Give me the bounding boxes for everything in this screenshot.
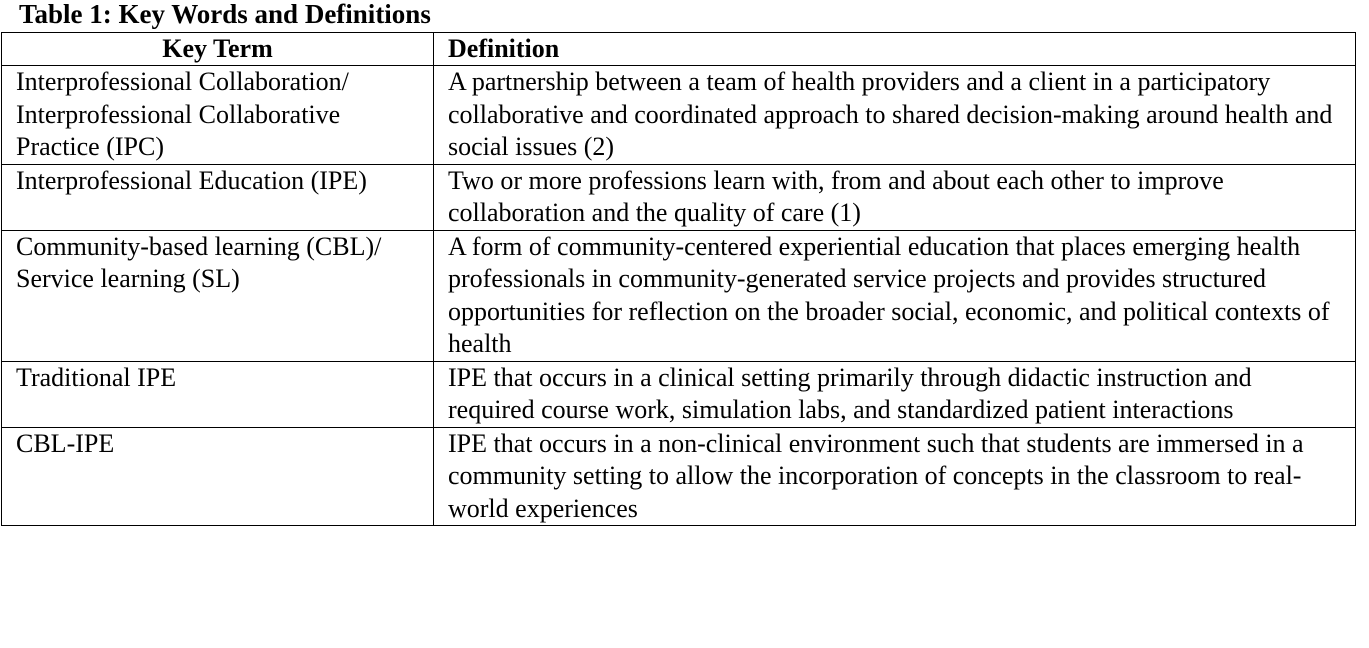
header-definition: Definition — [434, 33, 1356, 66]
term-cell: Interprofessional Collaboration/ Interprofessional Collaborative Practice (IPC) — [2, 66, 434, 165]
table-row — [2, 164, 1356, 230]
definition-cell: IPE that occurs in a clinical setting primarily through didactic instruction and required course work, simulation labs, and standardized patient interactions — [434, 361, 1356, 427]
table-header-row — [2, 33, 1356, 66]
definition-cell: A form of community-centered experiential education that places emerging health professionals in community-generated service projects and provides structured opportunities for reflection on the broader social, economic, and political contexts of health — [434, 230, 1356, 361]
definition-cell: Two or more professions learn with, from and about each other to improve collaboration and the quality of care (1) — [434, 164, 1356, 230]
table-row — [2, 427, 1356, 526]
term-cell: CBL-IPE — [2, 427, 434, 526]
term-cell: Traditional IPE — [2, 361, 434, 427]
header-key-term: Key Term — [2, 33, 434, 66]
table-row — [2, 230, 1356, 361]
key-words-table — [1, 32, 1356, 526]
definition-cell: IPE that occurs in a non-clinical environment such that students are immersed in a community setting to allow the incorporation of concepts in the classroom to real-world experiences — [434, 427, 1356, 526]
table-row — [2, 361, 1356, 427]
table-caption: Table 1: Key Words and Definitions — [19, 0, 431, 29]
definition-cell: A partnership between a team of health providers and a client in a participatory collaborative and coordinated approach to shared decision-making around health and social issues (2) — [434, 66, 1356, 165]
term-cell: Interprofessional Education (IPE) — [2, 164, 434, 230]
term-cell: Community-based learning (CBL)/ Service learning (SL) — [2, 230, 434, 361]
table-row — [2, 66, 1356, 165]
